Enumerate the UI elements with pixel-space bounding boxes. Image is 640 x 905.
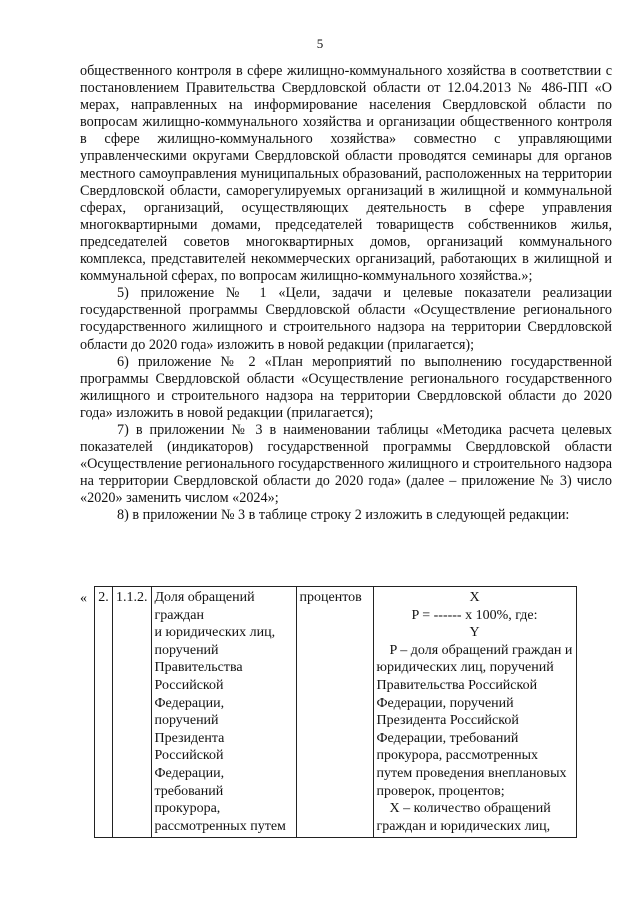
paragraph-continuation: общественного контроля в сфере жилищно-коммунального хозяйства в соответствии с постановлением Правительства Свердловской области от 12.04.2013 № 486-ПП «О мерах, направленных на информирование населения Свердловской области по вопросам жилищно-коммунального хозяйства и организации общественного контроля в сфере жилищно-коммунального хозяйства» совместно с управляющими управленческими округами Свердловской области проводятся семинары для органов местного самоуправления муниципальных образований, расположенных на территории Свердловской области, саморегулируемых организаций в жилищной и коммунальной сферах, организаций, осуществляющих деятельность в сфере управления многоквартирными домами, председателей товариществ собственников жилья, председателей советов многоквартирных домов, организаций коммунального комплекса, представителей некоммерческих организаций, работающих в жилищной и коммунальной сферах, по вопросам жилищно-коммунального хозяйства.»; [80, 63, 612, 285]
paragraph-item-5: 5) приложение № 1 «Цели, задачи и целевые показатели реализации государственной программы Свердловской области «Осуществление регионального государственного жилищного и строительного надзора на территории Свердловской области до 2020 года» изложить в новой редакции (прилагается); [80, 285, 612, 353]
indicator-code-cell: 1.1.2. [113, 587, 152, 838]
name-line: Правительства [154, 660, 243, 676]
row-number-cell: 2. [95, 587, 113, 838]
opening-quote: « [80, 591, 87, 606]
paragraph-item-8: 8) в приложении № 3 в таблице строку 2 изложить в следующей редакции: [117, 507, 570, 524]
variable-p-description: P – доля обращений граждан и юридических лиц, поручений Правительства Российской Федерации, поручений Президента Российской Федерации, требований прокурора, рассмотренных путем проведения внеплановых проверок, процентов; [376, 642, 573, 799]
document-body [80, 63, 612, 525]
paragraph-item-6: 6) приложение № 2 «План мероприятий по выполнению государственной программы Свердловской области «Осуществление регионального государственного жилищного и строительного надзора на территории Свердловской области до 2020 года» изложить в новой редакции (прилагается); [80, 353, 612, 421]
variable-x-description: X – количество обращений граждан и юридических лиц, [376, 801, 551, 834]
name-line: поручений [154, 713, 219, 729]
indicator-name-cell [151, 587, 296, 838]
method-cell [373, 587, 576, 838]
paragraph-item-7: 7) в приложении № 3 в наименовании таблицы «Методика расчета целевых показателей (индикаторов) государственной программы Свердловской области «Осуществление регионального государственного жилищного и строительного надзора на территории Свердловской области до 2020 года» (далее – приложение № 3) число «2020» заменить числом «2024»; [80, 421, 612, 507]
name-line: Российской [154, 677, 224, 693]
name-line: Доля обращений [154, 590, 255, 605]
name-line: граждан [154, 607, 204, 623]
formula-denominator: Y [469, 625, 480, 641]
amendment-table [94, 586, 577, 838]
page-number: 5 [316, 36, 324, 51]
name-line: и юридических лиц, [154, 625, 276, 641]
formula-line: P = ------ x 100%, где: [411, 607, 538, 623]
name-line: поручений [154, 642, 219, 658]
name-line: Российской [154, 748, 224, 764]
unit-cell: процентов [296, 587, 373, 838]
name-line: рассмотренных путем [154, 818, 286, 834]
name-line: Федерации, [154, 765, 225, 781]
table-row [95, 587, 577, 838]
name-line: Президента [154, 730, 225, 746]
name-line: прокурора, [154, 801, 221, 817]
name-line: требований [154, 783, 224, 799]
formula-numerator: X [469, 590, 480, 605]
name-line: Федерации, [154, 695, 225, 711]
